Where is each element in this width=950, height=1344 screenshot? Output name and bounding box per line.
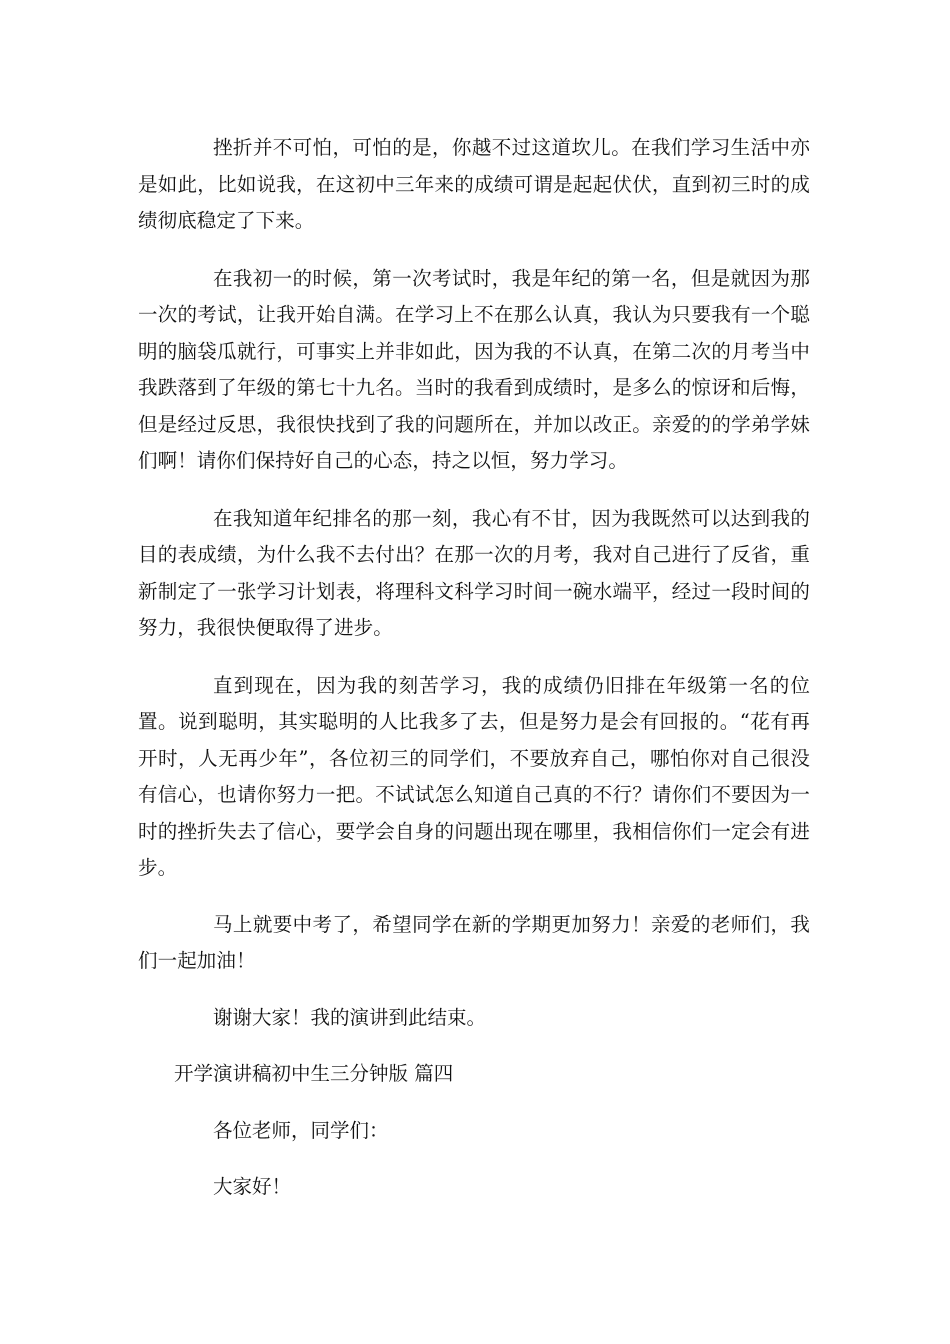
paragraph-setbacks: 挫折并不可怕，可怕的是，你越不过这道坎儿。在我们学习生活中亦是如此，比如说我，在这初中三年来的成绩可谓是起起伏伏，直到初三时的成绩彻底稳定了下来。 [138, 136, 810, 232]
paragraph-ranking: 在我知道年纪排名的那一刻，我心有不甘，因为我既然可以达到我的目的表成绩，为什么我不去付出？在那一次的月考，我对自己进行了反省，重新制定了一张学习计划表，将理科文科学习时间一碗水端平，经过一段时间的努力，我很快便取得了进步。 [138, 506, 810, 639]
salutation: 各位老师，同学们： [213, 1118, 389, 1142]
paragraph-first-year: 在我初一的时候，第一次考试时，我是年纪的第一名，但是就因为那一次的考试，让我开始自满。在学习上不在那么认真，我认为只要我有一个聪明的脑袋瓜就行，可事实上并非如此，因为我的不认真，在第二次的月考当中我跌落到了年级的第七十九名。当时的我看到成绩时，是多么的惊讶和后悔，但是经过反思，我很快找到了我的问题所在，并加以改正。亲爱的的学弟学妹们啊！请你们保持好自己的心态，持之以恒，努力学习。 [138, 266, 810, 472]
paragraph-hard-work: 直到现在，因为我的刻苦学习，我的成绩仍旧排在年级第一名的位置。说到聪明，其实聪明的人比我多了去，但是努力是会有回报的。“花有再开时，人无再少年”，各位初三的同学们，不要放弃自己，哪怕你对自己很没有信心，也请你努力一把。不试试怎么知道自己真的不行？请你们不要因为一时的挫折失去了信心，要学会自身的问题出现在哪里，我相信你们一定会有进步。 [138, 673, 810, 879]
section-heading: 开学演讲稿初中生三分钟版 篇四 [174, 1062, 454, 1085]
greeting: 大家好！ [213, 1175, 292, 1198]
paragraph-exam-encouragement: 马上就要中考了，希望同学在新的学期更加努力！亲爱的老师们，我们一起加油！ [138, 912, 810, 972]
document-page [138, 130, 810, 1225]
paragraph-closing: 谢谢大家！我的演讲到此结束。 [213, 1005, 487, 1029]
